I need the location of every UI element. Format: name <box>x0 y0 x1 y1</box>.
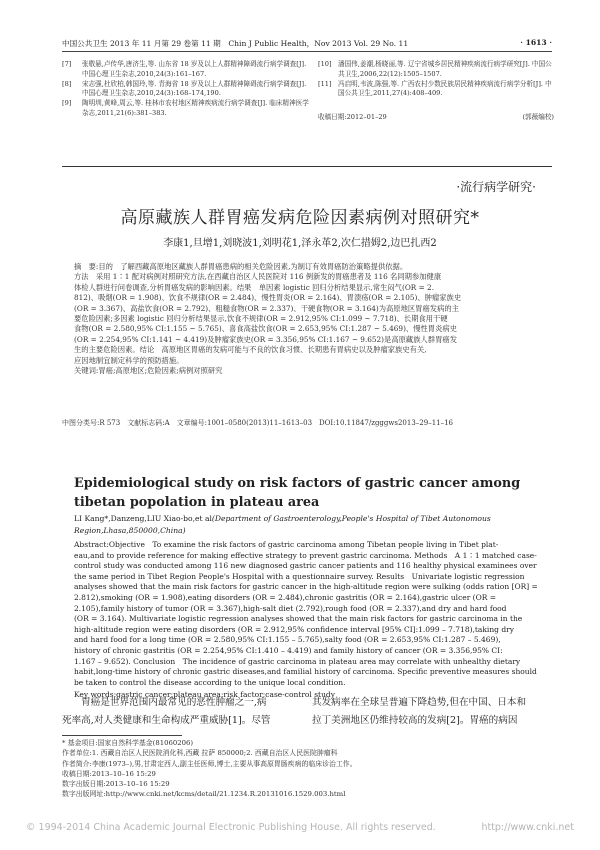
authors-english: LI Kang*,Danzeng,LIU Xiao-bo,et al(Department of Gastroenterology,People's Hospital of Tibet Autonomous Region,Lhasa,850000,China) <box>74 514 491 535</box>
reference-item: [10] 潘国伟,姜潮,杨晓丽,等. 辽宁省城乡居民精神疾病流行病学研究[J]. 中国公共卫生,2006,22(12):1505–1507. <box>318 60 552 78</box>
body-column-left: 胃癌是世界范围内最常见的恶性肿瘤之一,病 死率高,对人类健康和生命构成严重威胁[1]。尽管 <box>62 697 271 726</box>
keywords-english: Key words:gastric cancer;plateau area;risk factor;case-control study <box>74 690 335 700</box>
references-left <box>62 60 310 119</box>
classification-line: 中图分类号:R 573 文献标志码:A 文章编号:1001–0580(2013)11–1613–03 DOI:10.11847/zgggws2013–29–11–16 <box>62 419 454 427</box>
keywords-chinese: 关键词:胃癌;高原地区;危险因素;病例对照研究 <box>74 366 223 376</box>
abstract-english: Abstract:Objective To examine the risk factors of gastric carcinoma among Tibetan people living in Tibet plat- eau,and to provide reference for making effective strategy to prevent gastric carcinoma. Methods A 1∶1 matched case- control study was conducted among 116 new diagnosed gastric cancer patients and 116 healthy physical examinees over the same period in Tibet Region People's Hospital with a questionnaire survey. Results Univariate logistic regression analyses showed that the main risk factors for gastric cancer in the high-altitude region were sulking (odds ration [OR] = 2.812),smoking (OR = 1.908),eating disorders (OR = 2.484),chronic gastritis (OR = 2.164),gastric ulcer (OR = 2.105),family history of tumor (OR = 3.367),high-salt diet (2.792),rough food (OR = 2.337),and dry and hard food (OR = 3.164). Multivariate logistic regression analyses showed that the main risk factors for gastric carcinoma in the high-altitude region were eating disorders (OR = 2.912,95% confidence interval [95% CI]:1.099 – 7.718),taking dry and hard food for a long time (OR = 2.580,95% CI:1.155 – 5.765),salty food (OR = 2.653,95% CI:1.287 – 5.469), history of chronic gastritis (OR = 2.254,95% CI:1.410 – 4.419) and family history of cancer (OR = 3.356,95% CI: 1.167 – 9.652). Conclusion The incidence of gastric carcinoma in plateau area may correlate with unhealthy dietary habit,long-time history of chronic gastric diseases,and familial history of carcinoma. Specific preventive measures should be taken to control the disease according to the unique local condition. Key words:gastric cancer;plateau area;risk factor;case-control study <box>74 540 554 701</box>
section-rule <box>62 166 552 167</box>
header-rule <box>62 51 552 52</box>
footnotes: * 基金项目:国家自然科学基金(81060206) 作者单位:1. 西藏自治区人民医院消化科,西藏 拉萨 850000;2. 西藏自治区人民医院肿瘤科 作者简介:李康(1973–),男,甘肃定西人,副主任医师,博士,主要从事高原胃肠疾病的临床诊治工作。 收稿日期:2013–10–16 15:29 数字出版日期:2013–10–16 15:29 数字出版网址:http://www.cnki.net/kcms/detail/21.1234.R.20131016.1529.003.html <box>62 739 357 799</box>
copyright-footer <box>26 822 574 833</box>
copyright-text: © 1994-2014 China Academic Journal Electronic Publishing House. All rights reserved. <box>26 822 436 833</box>
received-date-line <box>318 113 554 123</box>
received-date: 收稿日期:2012–01–29 <box>318 113 387 122</box>
editor-note: (郭薇编校) <box>522 113 554 122</box>
references-right <box>318 60 554 123</box>
publisher-url[interactable]: http://www.cnki.net <box>481 822 574 833</box>
title-chinese: 高原藏族人群胃癌发病危险因素病例对照研究* <box>120 208 480 228</box>
reference-item: [9] 陶明圳,黄峰,周云,等. 桂林市农村地区精神疾病流行病学调查[J]. 临床精神医学杂志,2011,21(6):381–383. <box>62 99 309 117</box>
abstract-chinese: 摘 要:目的 了解西藏高原地区藏族人群胃癌患病的相关危险因素,为制订有效胃癌防治策略提供依据。 方法 采用 1∶1 配对病例对照研究方法,在西藏自治区人民医院对 116 例新发的胃癌患者及 116 名同期参加健康 体检人群进行问卷调查,分析胃癌发病的影响因素。结果 单因素 logistic 回归分析结果显示,常生闷气(OR = 2. 812)、吸烟(OR = 1.908)、饮食不规律(OR = 2.484)、慢性胃炎(OR = 2.164)、胃溃疡(OR = 2.105)、肿瘤家族史 (OR = 3.367)、高盐饮食(OR = 2.792)、粗糙食物(OR = 2.337)、干硬食物(OR = 3.164)为高原地区胃癌发病的主 要危险因素;多因素 logistic 回归分析结果显示,饮食不规律(OR = 2.912,95% CI:1.099 ~ 7.718)、长期食用干硬 食物(OR = 2.580,95% CI:1.155 ~ 5.765)、喜食高盐饮食(OR = 2.653,95% CI:1.287 ~ 5.469)、慢性胃炎病史 (OR = 2.254,95% CI:1.141 ~ 4.419)及肿瘤家族史(OR = 3.356,95% CI:1.167 ~ 9.652)是高原藏族人群胃癌发 生的主要危险因素。结论 高原地区胃癌的发病可能与不良的饮食习惯、长期患有胃病史以及肿瘤家族史有关, 应因地制宜制定科学的预防措施。 关键词:胃癌;高原地区;危险因素;病例对照研究 <box>74 262 542 376</box>
reference-item: [8] 宋志强,杜欣柏,韩国玲,等. 青海省 18 岁及以上人群精神障碍流行病学调查[J]. 中国心理卫生杂志,2010,24(3):168–174,190. <box>62 79 307 98</box>
reference-item: [7] 张敬悬,卢传华,唐济生,等. 山东省 18 岁及以上人群精神障碍流行病学调查[J]. 中国心理卫生杂志,2010,24(3):161–167. <box>62 60 307 78</box>
title-english: Epidemiological study on risk factors of gastric cancer among tibetan popolation in plateau area <box>74 476 521 510</box>
body-column-right: 其发病率在全球呈普遍下降趋势,但在中国、日本和 拉丁美洲地区仍维持较高的发病[2]。胃癌的病因 <box>312 697 527 726</box>
reference-item: [11] 冯启明,韦波,陈强,等. 广西农村少数民族居民精神疾病流行病学分析[J]. 中国公共卫生,2011,27(4):408–409. <box>318 79 552 98</box>
running-header <box>62 38 552 49</box>
header-journal-info: 中国公共卫生 2013 年 11 月第 29 卷第 11 期 Chin J Public Health，Nov 2013 Vol. 29 No. 11 <box>62 39 409 48</box>
section-label: ·流行病学研究· <box>456 180 536 194</box>
page-number: · 1613 · <box>520 38 552 47</box>
authors-chinese: 李康1,旦增1,刘晓波1,刘明花1,泽永革2,次仁措姆2,边巴扎西2 <box>163 238 437 249</box>
footnote-rule <box>62 735 182 736</box>
